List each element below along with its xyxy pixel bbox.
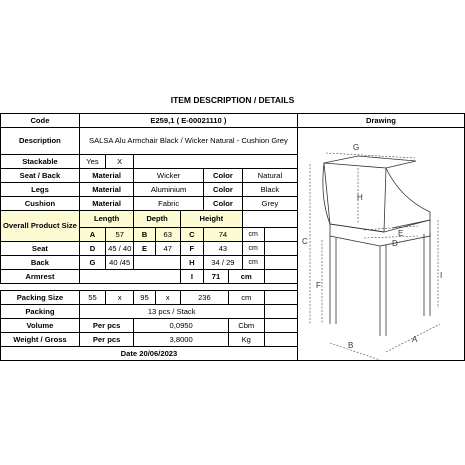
dim-F-value: 43 <box>203 242 242 256</box>
seat-empty <box>264 242 297 256</box>
packing-empty <box>264 305 297 319</box>
seat-back-material: Wicker <box>134 169 204 183</box>
weight-unit: Kg <box>228 333 264 347</box>
dim-I-letter: I <box>180 270 203 284</box>
packing-size-3: 236 <box>180 291 228 305</box>
legs-material: Aluminium <box>134 183 204 197</box>
dim-A-letter: A <box>79 228 105 242</box>
cushion-label: Cushion <box>1 197 80 211</box>
packing-size-x2: x <box>155 291 180 305</box>
chair-armrest <box>386 168 430 228</box>
letter-G: G <box>352 143 360 152</box>
overall-size-label: Overall Product Size <box>1 211 80 242</box>
stackable-empty <box>134 155 298 169</box>
armrest-empty-mid <box>79 270 180 284</box>
legs-color: Black <box>242 183 297 197</box>
seat-back-label: Seat / Back <box>1 169 80 183</box>
dimension-lines <box>310 153 443 360</box>
volume-empty <box>264 319 297 333</box>
legs-material-label: Material <box>79 183 133 197</box>
dim-C-letter: C <box>180 228 203 242</box>
page-title: ITEM DESCRIPTION / DETAILS <box>170 95 295 105</box>
drawing-cell <box>297 128 464 361</box>
dim-H-letter: H <box>180 256 203 270</box>
dim-I-value: 71 <box>203 270 228 284</box>
spacer-row <box>1 284 298 291</box>
height-label: Height <box>180 211 242 228</box>
letter-I: I <box>439 271 443 280</box>
dim-H-value: 34 / 29 <box>203 256 242 270</box>
stackable-yes: Yes <box>79 155 105 169</box>
chair-drawing <box>300 128 462 360</box>
weight-empty <box>264 333 297 347</box>
seat-unit: cm <box>242 242 264 256</box>
volume-per: Per pcs <box>79 319 133 333</box>
dim-B-value: 63 <box>155 228 180 242</box>
packing-size-empty <box>264 291 297 305</box>
description-value: SALSA Alu Armchair Black / Wicker Natural - Cushion Grey <box>79 128 297 155</box>
code-value: E259,1 ( E-00021110 ) <box>79 114 297 128</box>
chair-back-top <box>324 156 416 168</box>
cushion-color: Grey <box>242 197 297 211</box>
stackable-label: Stackable <box>1 155 80 169</box>
letter-H: H <box>356 193 363 202</box>
dim-B-letter: B <box>134 228 155 242</box>
letter-A: A <box>411 335 418 344</box>
letter-E: E <box>397 229 404 238</box>
armrest-label: Armrest <box>1 270 80 284</box>
depth-label: Depth <box>134 211 180 228</box>
volume-value: 0,0950 <box>134 319 229 333</box>
packing-label: Packing <box>1 305 80 319</box>
weight-per: Per pcs <box>79 333 133 347</box>
legs-label: Legs <box>1 183 80 197</box>
weight-value: 3,8000 <box>134 333 229 347</box>
cushion-material: Fabric <box>134 197 204 211</box>
overall-unit: cm <box>242 228 264 242</box>
seat-label: Seat <box>1 242 80 256</box>
drawing-label: Drawing <box>297 114 464 128</box>
dim-D-letter: D <box>79 242 105 256</box>
volume-unit: Cbm <box>228 319 264 333</box>
dim-C-value: 74 <box>203 228 242 242</box>
letter-F: F <box>315 281 321 290</box>
seat-back-color-label: Color <box>203 169 242 183</box>
length-label: Length <box>79 211 133 228</box>
stackable-mark: X <box>106 155 134 169</box>
weight-label: Weight / Gross <box>1 333 80 347</box>
volume-label: Volume <box>1 319 80 333</box>
dim-E-letter: E <box>134 242 155 256</box>
spec-sheet <box>0 113 465 361</box>
chair-back <box>324 163 386 232</box>
dim-F-letter: F <box>180 242 203 256</box>
seat-back-color: Natural <box>242 169 297 183</box>
armrest-empty <box>264 270 297 284</box>
letter-B: B <box>347 341 354 350</box>
dim-G-letter: G <box>79 256 105 270</box>
letter-C: C <box>301 237 308 246</box>
letter-D: D <box>391 239 398 248</box>
dim-G-value: 40 /45 <box>106 256 134 270</box>
date-text: Date 20/06/2023 <box>1 347 298 361</box>
packing-size-2: 95 <box>134 291 155 305</box>
dim-D-value: 45 / 40 <box>106 242 134 256</box>
code-label: Code <box>1 114 80 128</box>
overall-empty-2 <box>264 228 297 242</box>
back-empty-mid <box>134 256 180 270</box>
cushion-color-label: Color <box>203 197 242 211</box>
packing-size-label: Packing Size <box>1 291 80 305</box>
legs-color-label: Color <box>203 183 242 197</box>
cushion-material-label: Material <box>79 197 133 211</box>
overall-empty <box>242 211 297 228</box>
seat-back-material-label: Material <box>79 169 133 183</box>
back-unit: cm <box>242 256 264 270</box>
back-label: Back <box>1 256 80 270</box>
description-label: Description <box>1 128 80 155</box>
dim-A-value: 57 <box>106 228 134 242</box>
packing-size-unit: cm <box>228 291 264 305</box>
chair-seat <box>330 220 430 246</box>
dim-E-value: 47 <box>155 242 180 256</box>
packing-size-1: 55 <box>79 291 105 305</box>
armrest-unit: cm <box>228 270 264 284</box>
back-empty <box>264 256 297 270</box>
packing-size-x1: x <box>106 291 134 305</box>
packing-value: 13 pcs / Stack <box>79 305 264 319</box>
